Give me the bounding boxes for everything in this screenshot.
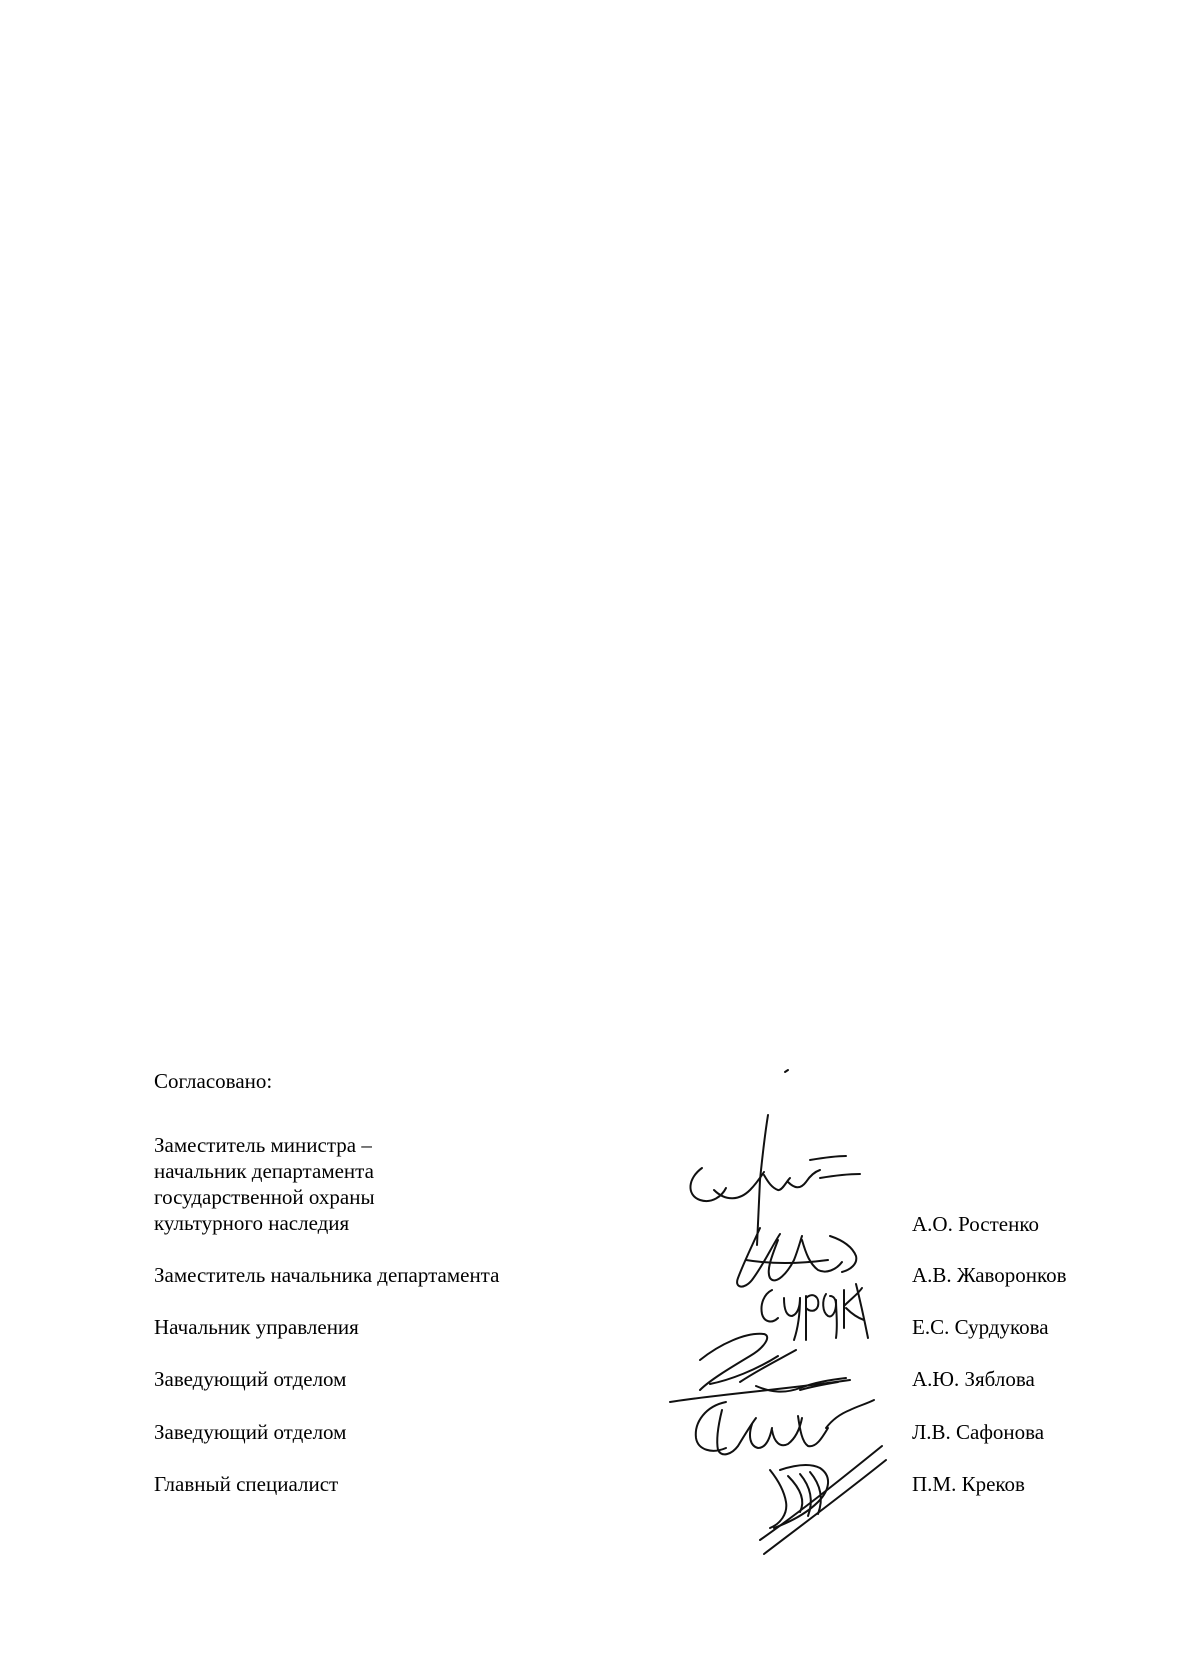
signatory-title-3: Начальник управления	[154, 1315, 359, 1339]
signatory-name-4: А.Ю. Зяблова	[912, 1367, 1035, 1391]
signatory-title-1-line-1: Заместитель министра –	[154, 1133, 372, 1157]
signatory-title-2: Заместитель начальника департамента	[154, 1263, 500, 1287]
signatory-title-1-line-2: начальник департамента	[154, 1159, 374, 1183]
signatory-title-1-line-4: культурного наследия	[154, 1211, 350, 1235]
signatory-name-2: А.В. Жаворонков	[912, 1263, 1067, 1287]
signatory-title-1	[154, 1132, 375, 1236]
signatory-name-5: Л.В. Сафонова	[912, 1420, 1045, 1444]
approved-heading: Согласовано:	[154, 1069, 273, 1093]
signatory-title-4: Заведующий отделом	[154, 1367, 347, 1391]
signatory-name-3: Е.С. Сурдукова	[912, 1315, 1049, 1339]
signatory-title-5: Заведующий отделом	[154, 1420, 347, 1444]
signatory-title-6: Главный специалист	[154, 1472, 339, 1496]
signatory-name-1: А.О. Ростенко	[912, 1212, 1039, 1236]
approval-block	[154, 1068, 1094, 1588]
signatory-name-6: П.М. Креков	[912, 1472, 1025, 1496]
signatory-title-1-line-3: государственной охраны	[154, 1185, 375, 1209]
